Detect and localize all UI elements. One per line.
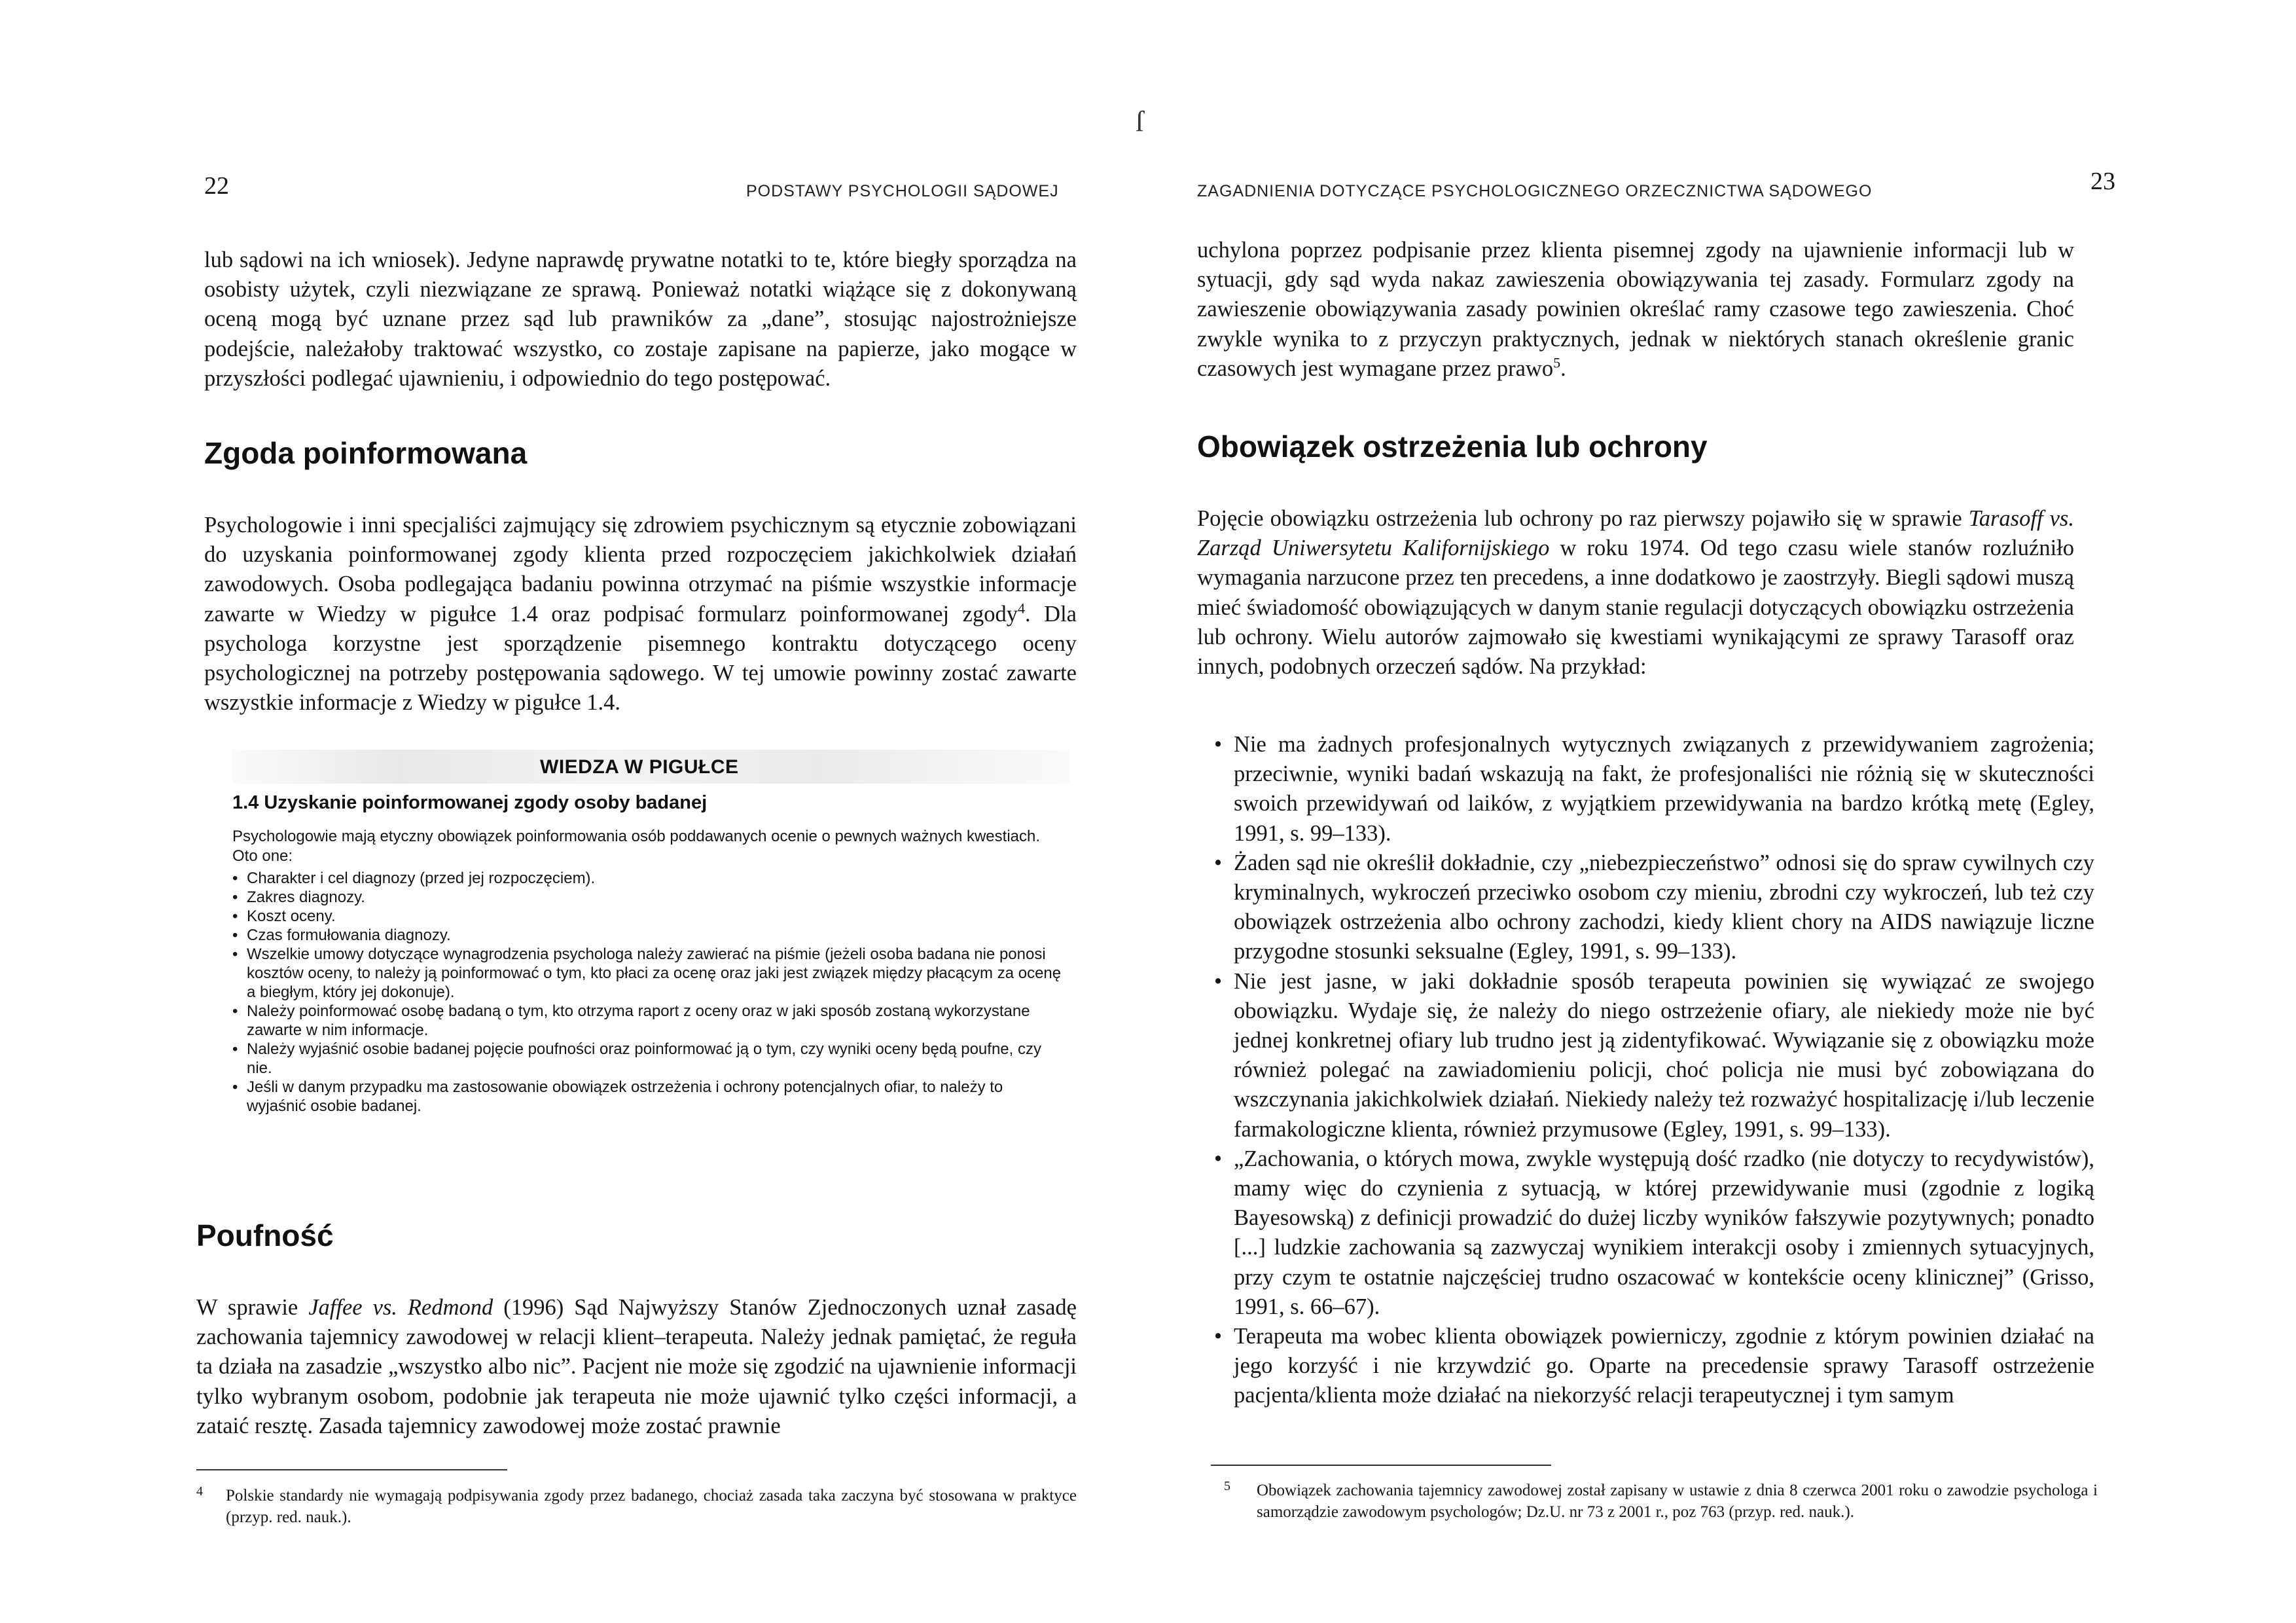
footnote-ref[interactable]: 4 — [1017, 600, 1025, 617]
case-name: Jaffee vs. Redmond — [308, 1295, 493, 1320]
list-item-text: „Zachowania, o których mowa, zwykle występują dość rzadko (nie dotyczy to recydywistów), mamy więc do czynienia z sytuacją, w której przewidywanie musi (zgodnie z logiką Bayesowską) z definicji prowadzić do dużej liczby wyników fałszywie pozytywnych; ponadto [...] ludzkie zachowania są zazwyczaj wynikiem interakcji osoby i zmiennych sytuacyjnych, przy czym te ostatnie najczęściej trudno oszacować w kontekście oceny klinicznej” (Grisso, 1991, s. 66–67). — [1234, 1146, 2094, 1319]
stray-scan-mark: ſ — [1136, 105, 1144, 137]
bullet-icon: • — [232, 907, 238, 925]
box-list — [232, 869, 1064, 1116]
footnote — [196, 1484, 1077, 1528]
box-list-item — [232, 1040, 1064, 1078]
box-list-item — [232, 888, 1064, 907]
running-head: ZAGADNIENIA DOTYCZĄCE PSYCHOLOGICZNEGO ORZECZNICTWA SĄDOWEGO — [1197, 182, 1873, 200]
list-item — [1214, 1322, 2094, 1411]
knowledge-in-a-nutshell-box — [232, 750, 1070, 1185]
informed-consent-paragraph-block — [204, 511, 1077, 718]
box-title: WIEDZA W PIGUŁCE — [540, 756, 739, 778]
box-list-item-text: Jeśli w danym przypadku ma zastosowanie obowiązek ostrzeżenia i ochrony potencjalnych ofiar, to należy to wyjaśnić osobie badanej. — [247, 1078, 1003, 1115]
footnote-mark: 4 — [196, 1484, 203, 1499]
list-item — [1214, 967, 2094, 1144]
box-list-item — [232, 907, 1064, 926]
list-item-text: Nie jest jasne, w jaki dokładnie sposób terapeuta powinien się wywiązać ze swojego obowiązku. Wydaje się, że należy do niego ostrzeżenie ofiary, ale niekiedy może nie być jednej konkretnej ofiary lub trudno jest ją zidentyfikować. Wywiązanie się z obowiązku może również polegać na zawiadomieniu policji, choć policja nie musi być zobowiązana do wszczynania jakichkolwiek działań. Niekiedy należy też rozważyć hospitalizację i/lub leczenie farmakologiczne klienta, również przymusowe (Egley, 1991, s. 99–133). — [1234, 968, 2094, 1142]
box-list-item-text: Charakter i cel diagnozy (przed jej rozpoczęciem). — [247, 869, 596, 887]
footnote-text: Polskie standardy nie wymagają podpisywania zgody przez badanego, chociaż zasada taka zaczyna być stosowana w praktyce (przyp. red. nauk.). — [226, 1487, 1077, 1526]
list-item — [1214, 1144, 2094, 1322]
duty-text-rest: w roku 1974. Od tego czasu wiele stanów rozluźniło wymagania narzucone przez ten precedens, a inne dodatkowo je zaostrzyły. Biegli sądowi muszą mieć świadomość obowiązujących w danym stanie regulacji dotyczących obowiązku ostrzeżenia lub ochrony. Wielu autorów zajmowało się kwestiami wynikającymi ze sprawy Tarasoff oraz innych, podobnych orzeczeń sądów. Na przykład: — [1197, 536, 2074, 680]
duty-to-warn-list — [1214, 730, 2094, 1411]
confidentiality-text-rest: (1996) Sąd Najwyższy Stanów Zjednoczonych uznał zasadę zachowania tajemnicy zawodowej w relacji klient–terapeuta. Należy jednak pamiętać, że reguła ta działa na zasadzie „wszystko albo nic”. Pacjent nie może się zgodzić na ujawnienie informacji tylko wybranym osobom, podobnie jak terapeuta nie może ujawnić tylko części informacji, a zataić resztę. Zasada tajemnicy zawodowej może zostać prawnie — [196, 1295, 1077, 1438]
section-heading-duty-to-warn: Obowiązek ostrzeżenia lub ochrony — [1197, 429, 1708, 464]
bullet-icon: • — [232, 1040, 238, 1058]
case-name: Tarasoff vs. Zarząd Uniwersytetu Kalifornijskiego — [1197, 506, 2074, 561]
list-item-text: Nie ma żadnych profesjonalnych wytycznych związanych z przewidywaniem zagrożenia; przeciwnie, wyniki badań wskazują na fakt, że profesjonaliści nie różnią się w skuteczności swoich przewidywań od laików, z wyjątkiem przewidywania na bardzo krótką metę (Egley, 1991, s. 99–133). — [1234, 732, 2094, 846]
box-subtitle: 1.4 Uzyskanie poinformowanej zgody osoby badanej — [232, 792, 708, 813]
bullet-icon: • — [1214, 732, 1223, 757]
confidentiality-paragraph-block — [196, 1293, 1077, 1441]
section-heading-informed-consent: Zgoda poinformowana — [204, 436, 528, 470]
box-list-item-text: Należy wyjaśnić osobie badanej pojęcie poufności oraz poinformować ją o tym, czy wyniki oceny będą poufne, czy nie. — [247, 1040, 1041, 1077]
list-item-text: Terapeuta ma wobec klienta obowiązek powierniczy, zgodnie z którym powinien działać na jego korzyść i nie krzywdzić go. Oparte na precedensie sprawy Tarasoff ostrzeżenie pacjenta/klienta może działać na niekorzyść relacji terapeutycznej i tym samym — [1234, 1324, 2094, 1408]
confidentiality-text-start: W sprawie — [196, 1295, 309, 1320]
section-heading-confidentiality: Poufność — [196, 1218, 334, 1252]
list-item — [1214, 730, 2094, 848]
duty-to-warn-paragraph — [1197, 504, 2074, 682]
box-list-item-text: Zakres diagnozy. — [247, 888, 365, 906]
bullet-icon: • — [232, 926, 238, 944]
page-number: 23 — [2090, 168, 2115, 195]
box-list-item — [232, 869, 1064, 888]
box-list-item-text: Należy poinformować osobę badaną o tym, kto otrzyma raport z oceny oraz w jaki sposób zostaną wykorzystane zawarte w nim informacje. — [247, 1002, 1030, 1039]
bullet-icon: • — [232, 888, 238, 906]
informed-consent-text-b: . Dla psychologa korzystne jest sporządzenie pisemnego kontraktu dotyczącego oceny psychologicznej na potrzeby postępowania sądowego. W tej umowie powinny zostać zawarte wszystkie informacje z Wiedzy w pigułce 1.4. — [204, 601, 1077, 716]
box-intro: Psychologowie mają etyczny obowiązek poinformowania osób poddawanych ocenie o pewnych ważnych kwestiach. Oto one: — [232, 828, 1041, 865]
list-item — [1214, 848, 2094, 967]
footnote-text: Obowiązek zachowania tajemnicy zawodowej został zapisany w ustawie z dnia 8 czerwca 2001 roku o zawodzie psychologa i samorządzie zawodowym psychologów; Dz.U. nr 73 z 2001 r., poz 763 (przyp. red. nauk.). — [1257, 1482, 2098, 1521]
bullet-icon: • — [232, 1078, 238, 1096]
bullet-icon: • — [1214, 850, 1223, 875]
confidentiality-paragraph — [196, 1293, 1077, 1441]
footnote — [1224, 1479, 2098, 1523]
footnote-ref[interactable]: 5 — [1553, 354, 1561, 371]
box-list-item — [232, 1002, 1064, 1040]
intro-paragraph — [1197, 236, 2074, 384]
intro-paragraph-block — [204, 246, 1077, 393]
informed-consent-paragraph — [204, 511, 1077, 718]
footnote-mark: 5 — [1224, 1479, 1230, 1493]
bullet-icon: • — [1214, 1324, 1223, 1349]
footnote-divider — [1211, 1465, 1551, 1466]
box-list-item-text: Koszt oceny. — [247, 907, 336, 925]
footnote-divider — [196, 1469, 507, 1470]
running-head: PODSTAWY PSYCHOLOGII SĄDOWEJ — [746, 182, 1059, 200]
page-number: 22 — [204, 172, 229, 200]
bullet-icon: • — [1214, 1146, 1223, 1171]
duty-to-warn-paragraph-block — [1197, 504, 2074, 682]
bullet-icon: • — [232, 869, 238, 887]
intro-text-end: . — [1560, 356, 1566, 381]
intro-paragraph: lub sądowi na ich wniosek). Jedyne naprawdę prywatne notatki to te, które biegły sporządza na osobisty użytek, czyli niezwiązane ze sprawą. Ponieważ notatki wiążące się z dokonywaną oceną mogą być uznane przez sąd lub prawników za „dane”, stosując najostrożniejsze podejście, należałoby traktować wszystko, co zostaje zapisane na papierze, jako mogące w przyszłości podlegać ujawnieniu, i odpowiednio do tego postępować. — [204, 247, 1077, 391]
bullet-icon: • — [232, 1002, 238, 1020]
box-list-item — [232, 926, 1064, 945]
box-list-item-text: Czas formułowania diagnozy. — [247, 926, 451, 944]
bullet-icon: • — [1214, 968, 1223, 994]
box-list-item-text: Wszelkie umowy dotyczące wynagrodzenia psychologa należy zawierać na piśmie (jeżeli osoba badana nie ponosi kosztów oceny, to należy ją poinformować o tym, kto płaci za ocenę oraz jaki jest związek między płacącym za ocenę a biegłym, który jej dokonuje). — [247, 945, 1062, 1001]
list-item-text: Żaden sąd nie określił dokładnie, czy „niebezpieczeństwo” odnosi się do spraw cywilnych czy kryminalnych, wykroczeń przeciwko osobom czy mieniu, zbrodni czy wykroczeń, lub też czy obowiązek ostrzeżenia albo ochrony zachodzi, kiedy klient chory na AIDS nawiązuje liczne przygodne stosunki seksualne (Egley, 1991, s. 99–133). — [1234, 850, 2094, 964]
intro-text: uchylona poprzez podpisanie przez klienta pisemnej zgody na ujawnienie informacji lub w sytuacji, gdy sąd wyda nakaz zawieszenia obowiązywania tej zasady. Formularz zgody na zawieszenie obowiązywania zasady powinien określać ramy czasowe tego zawieszenia. Choć zwykle wynika to z przyczyn praktycznych, jednak w niektórych stanach określenie granic czasowych jest wymagane przez prawo — [1197, 238, 2074, 381]
intro-paragraph-block — [1197, 236, 2074, 384]
box-list-item — [232, 1078, 1064, 1116]
duty-text-start: Pojęcie obowiązku ostrzeżenia lub ochrony po raz pierwszy pojawiło się w sprawie — [1197, 506, 1969, 531]
informed-consent-text-a: Psychologowie i inni specjaliści zajmujący się zdrowiem psychicznym są etycznie zobowiązani do uzyskania poinformowanej zgody klienta przed rozpoczęciem jakichkolwiek działań zawodowych. Osoba podlegająca badaniu powinna otrzymać na piśmie wszystkie informacje zawarte w Wiedzy w pigułce 1.4 oraz podpisać formularz poinformowanej zgody — [204, 513, 1077, 627]
box-list-item — [232, 945, 1064, 1002]
bullet-icon: • — [232, 945, 238, 963]
